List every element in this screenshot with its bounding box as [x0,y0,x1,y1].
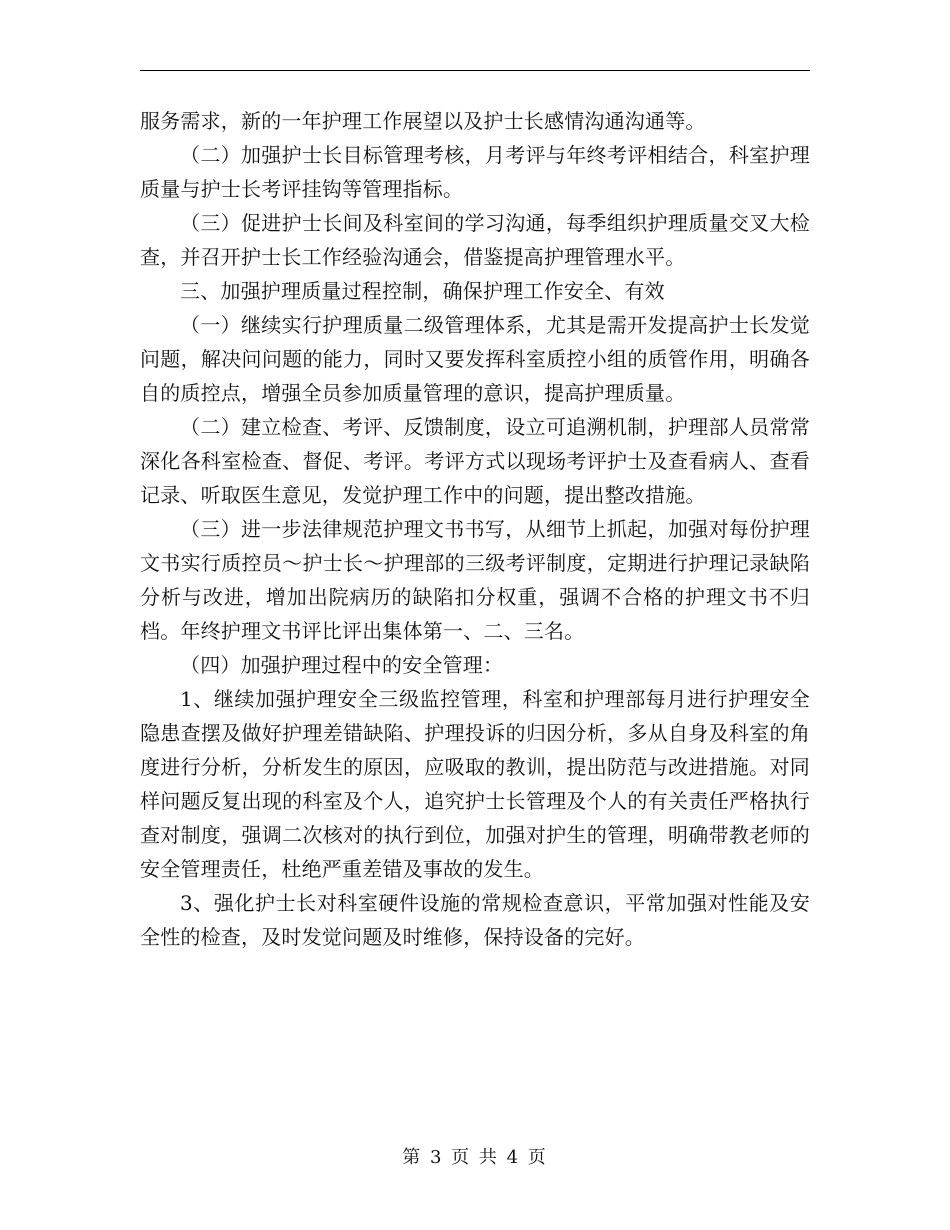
paragraph-point-3: 3、强化护士长对科室硬件设施的常规检查意识，平常加强对性能及安全性的检查，及时发觉问题及时维修，保持设备的完好。 [140,891,810,949]
paragraph-sub-4: （四）加强护理过程中的安全管理： [180,653,504,677]
header-rule [140,70,810,71]
paragraph-continuation: 服务需求，新的一年护理工作展望以及护士长感情沟通沟通等。 [140,109,706,133]
section-heading-3: 三、加强护理质量过程控制，确保护理工作安全、有效 [180,279,665,303]
paragraph-item-2: （二）加强护士长目标管理考核，月考评与年终考评相结合，科室护理质量与护士长考评挂钩等管理指标。 [140,143,810,201]
paragraph-sub-2: （二）建立检查、考评、反馈制度，设立可追溯机制，护理部人员常常深化各科室检查、督促、考评。考评方式以现场考评护士及查看病人、查看记录、听取医生意见，发觉护理工作中的问题，提出整改措施。 [140,415,810,507]
paragraph-item-3: （三）促进护士长间及科室间的学习沟通，每季组织护理质量交叉大检查，并召开护士长工作经验沟通会，借鉴提高护理管理水平。 [140,211,810,269]
paragraph-sub-1: （一）继续实行护理质量二级管理体系，尤其是需开发提高护士长发觉问题，解决问问题的能力，同时又要发挥科室质控小组的质管作用，明确各自的质控点，增强全员参加质量管理的意识，提高护理质量。 [140,313,810,405]
paragraph-point-1: 1、继续加强护理安全三级监控管理，科室和护理部每月进行护理安全隐患查摆及做好护理差错缺陷、护理投诉的归因分析，多从自身及科室的角度进行分析，分析发生的原因，应吸取的教训，提出防范与改进措施。对同样问题反复出现的科室及个人，追究护士长管理及个人的有关责任严格执行查对制度，强调二次核对的执行到位，加强对护生的管理，明确带教老师的安全管理责任，杜绝严重差错及事故的发生。 [140,687,810,881]
document-body [140,104,810,954]
paragraph-sub-3: （三）进一步法律规范护理文书书写，从细节上抓起，加强对每份护理文书实行质控员～护士长～护理部的三级考评制度，定期进行护理记录缺陷分析与改进，增加出院病历的缺陷扣分权重，强调不合格的护理文书不归档。年终护理文书评比评出集体第一、二、三名。 [140,517,810,643]
page-footer: 第 3 页 共 4 页 [402,1147,548,1168]
